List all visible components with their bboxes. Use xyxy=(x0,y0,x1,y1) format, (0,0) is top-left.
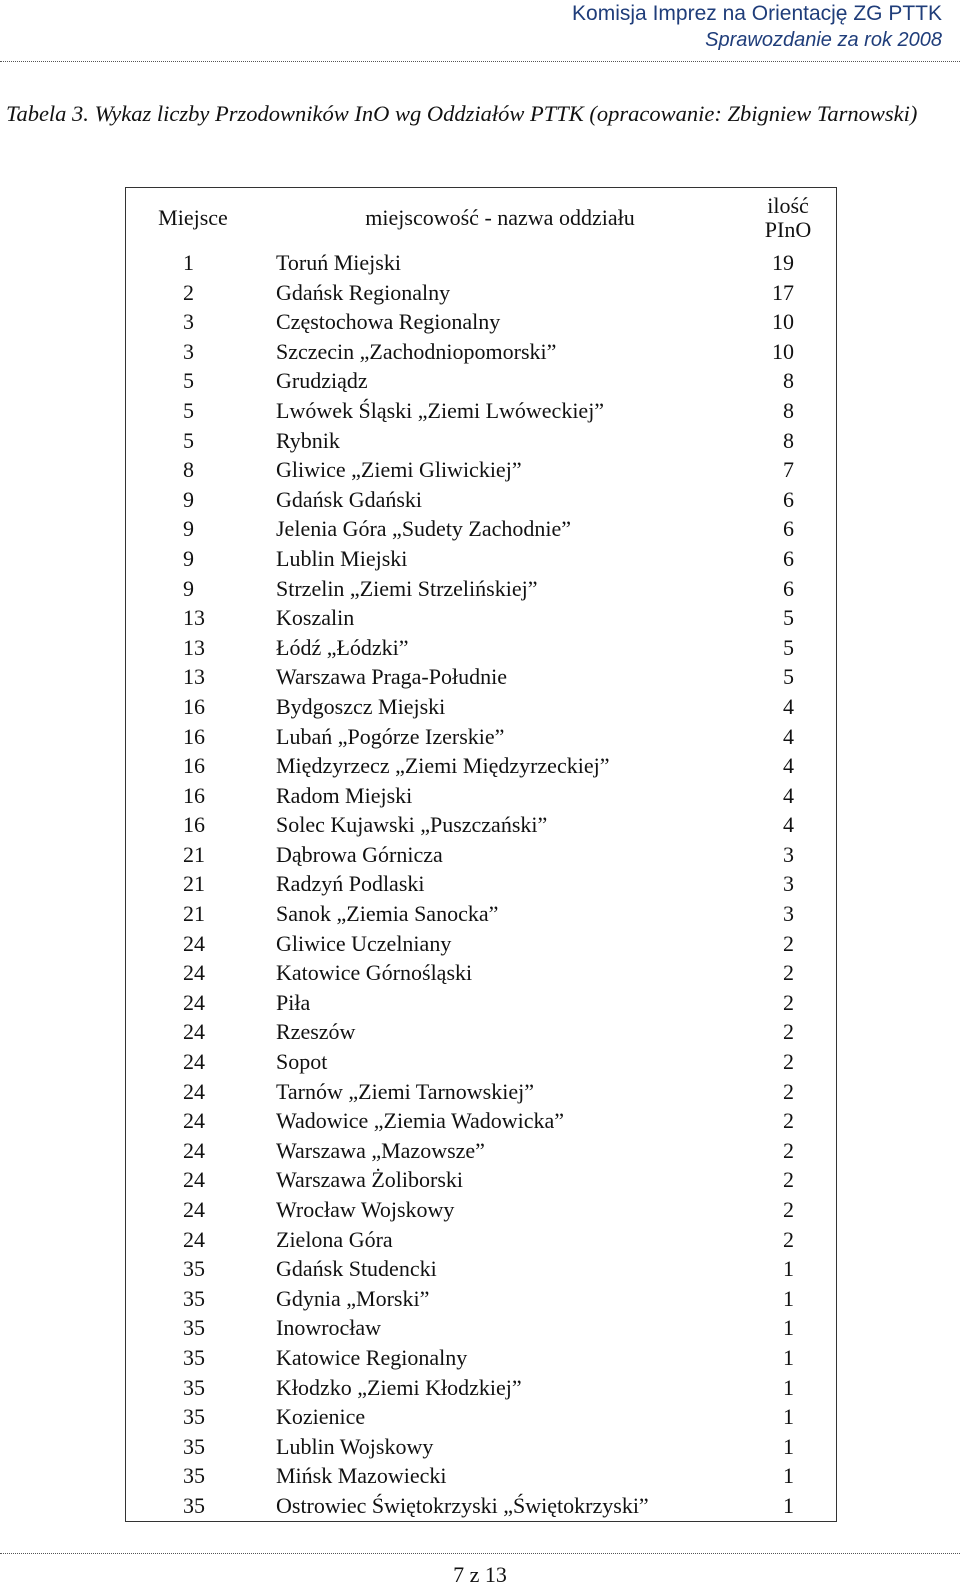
cell-place: 3 xyxy=(183,309,194,335)
caption-title: Wykaz liczby Przodowników InO wg Oddziałów PTTK xyxy=(94,101,584,126)
header-subtitle: Sprawozdanie za rok 2008 xyxy=(705,29,942,51)
cell-branch: Gdańsk Studencki xyxy=(276,1256,437,1282)
caption-author: (opracowanie: Zbigniew Tarnowski) xyxy=(589,101,918,126)
cell-place: 24 xyxy=(183,1019,205,1045)
cell-place: 21 xyxy=(183,901,205,927)
branches-table xyxy=(125,187,837,1522)
cell-branch: Mińsk Mazowiecki xyxy=(276,1463,447,1489)
cell-branch: Inowrocław xyxy=(276,1315,382,1341)
cell-count: 1 xyxy=(783,1492,794,1518)
cell-count: 2 xyxy=(783,1049,794,1075)
cell-branch: Lwówek Śląski „Ziemi Lwóweckiej” xyxy=(276,397,605,423)
cell-branch: Gliwice „Ziemi Gliwickiej” xyxy=(276,457,522,483)
cell-count: 6 xyxy=(783,575,794,601)
cell-place: 35 xyxy=(183,1433,205,1459)
table-row xyxy=(126,1402,837,1432)
table-row xyxy=(126,1313,837,1343)
cell-branch: Lublin Wojskowy xyxy=(276,1433,434,1459)
caption-label: Tabela 3. xyxy=(6,101,89,126)
table-row xyxy=(126,1491,837,1521)
cell-place: 35 xyxy=(183,1492,205,1518)
cell-count: 8 xyxy=(783,368,794,394)
cell-count: 10 xyxy=(772,309,794,335)
header-branch: miejscowość - nazwa oddziału xyxy=(365,205,635,230)
cell-branch: Rybnik xyxy=(276,427,340,453)
table-row xyxy=(126,307,837,337)
cell-place: 24 xyxy=(183,930,205,956)
cell-branch: Wrocław Wojskowy xyxy=(276,1197,455,1222)
cell-branch: Jelenia Góra „Sudety Zachodnie” xyxy=(276,516,572,542)
cell-count: 1 xyxy=(783,1433,794,1459)
table-row xyxy=(126,337,837,367)
table-row xyxy=(126,278,837,308)
table-caption xyxy=(6,98,926,129)
cell-branch: Ostrowiec Świętokrzyski „Świętokrzyski” xyxy=(276,1492,649,1518)
cell-branch: Łódź „Łódzki” xyxy=(276,634,409,660)
cell-branch: Lublin Miejski xyxy=(276,545,408,571)
cell-branch: Grudziądz xyxy=(276,368,368,394)
table-row xyxy=(126,958,837,988)
cell-count: 3 xyxy=(783,901,794,927)
cell-count: 10 xyxy=(772,338,794,364)
table-row xyxy=(126,840,837,870)
table-row xyxy=(126,1106,837,1136)
cell-branch: Dąbrowa Górnicza xyxy=(276,841,443,867)
footer-divider xyxy=(0,1553,960,1554)
cell-place: 21 xyxy=(183,841,205,867)
cell-count: 19 xyxy=(772,250,794,275)
table-row xyxy=(126,366,837,396)
table-row xyxy=(126,574,837,604)
cell-branch: Warszawa „Mazowsze” xyxy=(276,1137,485,1163)
table-row xyxy=(126,1077,837,1107)
table-row xyxy=(126,633,837,663)
cell-place: 24 xyxy=(183,1078,205,1104)
cell-branch: Zielona Góra xyxy=(276,1226,393,1252)
cell-place: 24 xyxy=(183,1049,205,1075)
cell-count: 2 xyxy=(783,1137,794,1163)
cell-place: 16 xyxy=(183,812,205,838)
cell-place: 13 xyxy=(183,605,205,631)
cell-count: 1 xyxy=(783,1374,794,1400)
cell-count: 4 xyxy=(783,753,794,779)
cell-count: 4 xyxy=(783,812,794,838)
table-row xyxy=(126,781,837,811)
cell-place: 3 xyxy=(183,338,194,364)
header-count-line2: PInO xyxy=(764,217,812,242)
cell-place: 35 xyxy=(183,1285,205,1311)
header-organization: Komisja Imprez na Orientację ZG PTTK xyxy=(572,2,942,25)
table-row xyxy=(126,1284,837,1314)
cell-place: 24 xyxy=(183,1108,205,1134)
cell-place: 13 xyxy=(183,634,205,660)
cell-place: 5 xyxy=(183,427,194,453)
cell-place: 35 xyxy=(183,1374,205,1400)
cell-branch: Solec Kujawski „Puszczański” xyxy=(276,812,548,838)
table-row xyxy=(126,1047,837,1077)
cell-count: 6 xyxy=(783,516,794,542)
cell-place: 16 xyxy=(183,782,205,808)
cell-branch: Katowice Regionalny xyxy=(276,1344,468,1370)
cell-branch: Rzeszów xyxy=(276,1019,356,1045)
table-row xyxy=(126,396,837,426)
table-row xyxy=(126,1373,837,1403)
table-row xyxy=(126,485,837,515)
cell-place: 1 xyxy=(183,250,194,275)
page-number: 7 z 13 xyxy=(453,1562,507,1587)
cell-place: 9 xyxy=(183,575,194,601)
cell-place: 16 xyxy=(183,723,205,749)
cell-place: 24 xyxy=(183,1226,205,1252)
cell-branch: Gdynia „Morski” xyxy=(276,1285,430,1311)
cell-branch: Radzyń Podlaski xyxy=(276,871,425,897)
table-row xyxy=(126,751,837,781)
cell-count: 2 xyxy=(783,960,794,986)
header-count xyxy=(740,188,837,249)
table-row xyxy=(126,810,837,840)
table-row xyxy=(126,1017,837,1047)
cell-place: 16 xyxy=(183,693,205,719)
table-row xyxy=(126,869,837,899)
cell-count: 1 xyxy=(783,1463,794,1489)
cell-count: 1 xyxy=(783,1285,794,1311)
cell-place: 13 xyxy=(183,664,205,690)
cell-count: 2 xyxy=(783,989,794,1015)
cell-place: 9 xyxy=(183,516,194,542)
page-header xyxy=(572,0,942,54)
table-row xyxy=(126,1254,837,1284)
cell-branch: Gliwice Uczelniany xyxy=(276,930,452,956)
cell-place: 9 xyxy=(183,486,194,512)
cell-count: 6 xyxy=(783,486,794,512)
cell-branch: Międzyrzecz „Ziemi Międzyrzeckiej” xyxy=(276,753,610,779)
table-row xyxy=(126,1165,837,1195)
cell-count: 5 xyxy=(783,605,794,631)
cell-count: 17 xyxy=(772,279,794,305)
cell-branch: Radom Miejski xyxy=(276,782,413,808)
table-row xyxy=(126,603,837,633)
table-row xyxy=(126,1343,837,1373)
cell-count: 8 xyxy=(783,397,794,423)
cell-count: 8 xyxy=(783,427,794,453)
cell-branch: Katowice Górnośląski xyxy=(276,960,473,986)
table-body xyxy=(126,248,837,1521)
cell-count: 2 xyxy=(783,1019,794,1045)
cell-branch: Kozienice xyxy=(276,1404,366,1430)
table-row xyxy=(126,514,837,544)
cell-place: 5 xyxy=(183,368,194,394)
cell-branch: Warszawa Żoliborski xyxy=(276,1167,463,1193)
table-row xyxy=(126,455,837,485)
cell-count: 1 xyxy=(783,1315,794,1341)
cell-count: 1 xyxy=(783,1344,794,1370)
cell-branch: Sanok „Ziemia Sanocka” xyxy=(276,901,499,927)
cell-count: 6 xyxy=(783,545,794,571)
table-row xyxy=(126,1136,837,1166)
cell-count: 5 xyxy=(783,634,794,660)
table-row xyxy=(126,1195,837,1225)
cell-count: 4 xyxy=(783,723,794,749)
table-row xyxy=(126,692,837,722)
table-row xyxy=(126,1461,837,1491)
cell-branch: Koszalin xyxy=(276,605,355,631)
cell-place: 35 xyxy=(183,1404,205,1430)
cell-place: 9 xyxy=(183,545,194,571)
cell-place: 24 xyxy=(183,989,205,1015)
header-place: Miejsce xyxy=(158,205,228,230)
cell-place: 2 xyxy=(183,279,194,305)
table-row xyxy=(126,929,837,959)
cell-place: 24 xyxy=(183,1167,205,1193)
cell-count: 4 xyxy=(783,782,794,808)
cell-place: 24 xyxy=(183,1197,205,1222)
table-row xyxy=(126,662,837,692)
table-row xyxy=(126,544,837,574)
cell-count: 2 xyxy=(783,930,794,956)
cell-place: 24 xyxy=(183,960,205,986)
cell-place: 35 xyxy=(183,1256,205,1282)
cell-count: 2 xyxy=(783,1167,794,1193)
cell-count: 1 xyxy=(783,1404,794,1430)
cell-place: 21 xyxy=(183,871,205,897)
cell-count: 7 xyxy=(783,457,794,483)
cell-count: 2 xyxy=(783,1078,794,1104)
cell-place: 24 xyxy=(183,1137,205,1163)
table-header-row xyxy=(126,188,837,249)
cell-place: 5 xyxy=(183,397,194,423)
cell-branch: Tarnów „Ziemi Tarnowskiej” xyxy=(276,1078,534,1104)
cell-branch: Warszawa Praga-Południe xyxy=(276,664,507,690)
header-divider xyxy=(0,61,960,62)
cell-count: 4 xyxy=(783,693,794,719)
cell-count: 3 xyxy=(783,841,794,867)
table-row xyxy=(126,899,837,929)
cell-branch: Piła xyxy=(276,989,311,1015)
header-count-line1: ilość xyxy=(767,193,809,218)
cell-count: 1 xyxy=(783,1256,794,1282)
cell-place: 35 xyxy=(183,1344,205,1370)
cell-branch: Szczecin „Zachodniopomorski” xyxy=(276,338,557,364)
cell-place: 8 xyxy=(183,457,194,483)
cell-branch: Gdańsk Gdański xyxy=(276,486,423,512)
cell-branch: Gdańsk Regionalny xyxy=(276,279,451,305)
cell-count: 3 xyxy=(783,871,794,897)
cell-branch: Toruń Miejski xyxy=(276,250,401,275)
cell-branch: Wadowice „Ziemia Wadowicka” xyxy=(276,1108,565,1134)
table-row xyxy=(126,426,837,456)
cell-count: 2 xyxy=(783,1108,794,1134)
cell-branch: Kłodzko „Ziemi Kłodzkiej” xyxy=(276,1374,522,1400)
cell-count: 2 xyxy=(783,1197,794,1222)
cell-branch: Bydgoszcz Miejski xyxy=(276,693,446,719)
cell-place: 35 xyxy=(183,1463,205,1489)
cell-branch: Lubań „Pogórze Izerskie” xyxy=(276,723,505,749)
cell-count: 2 xyxy=(783,1226,794,1252)
table-row xyxy=(126,722,837,752)
cell-branch: Częstochowa Regionalny xyxy=(276,309,501,335)
cell-branch: Strzelin „Ziemi Strzelińskiej” xyxy=(276,575,538,601)
cell-place: 16 xyxy=(183,753,205,779)
cell-place: 35 xyxy=(183,1315,205,1341)
table-row xyxy=(126,248,837,278)
cell-count: 5 xyxy=(783,664,794,690)
table-row xyxy=(126,988,837,1018)
table-row xyxy=(126,1225,837,1255)
table-row xyxy=(126,1432,837,1462)
cell-branch: Sopot xyxy=(276,1049,328,1075)
